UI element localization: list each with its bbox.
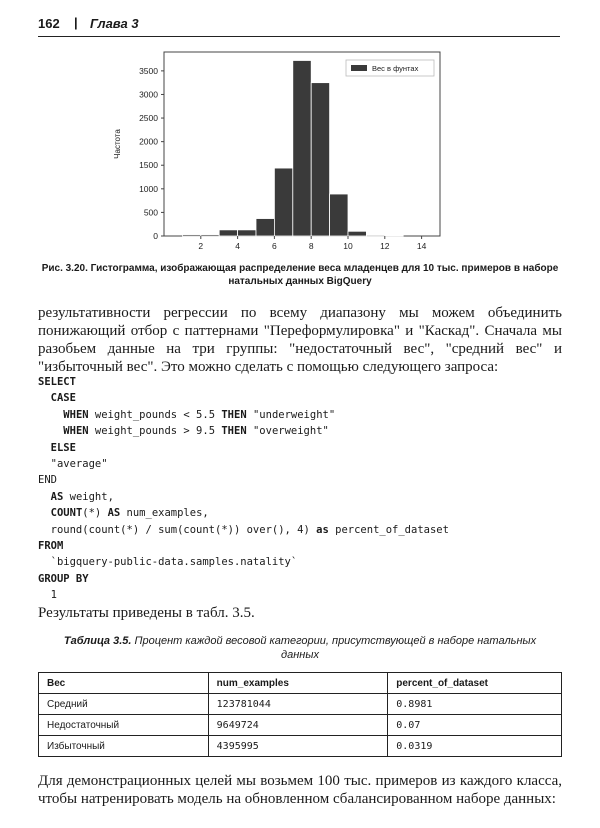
code-line: GROUP BY [38, 572, 89, 585]
x-tick-label: 2 [198, 241, 204, 251]
x-tick-label: 4 [235, 241, 240, 251]
table-cell-percent: 0.0319 [388, 736, 562, 757]
y-tick-label: 2500 [139, 113, 158, 124]
table-header-row [39, 673, 562, 694]
y-tick-label: 500 [143, 207, 158, 218]
x-tick-label: 12 [380, 241, 390, 251]
code-line: round(count(*) / sum(count(*)) over(), 4) as percent_of_dataset [38, 523, 449, 536]
histogram-bar [238, 230, 256, 236]
sql-code-block [38, 374, 449, 603]
table-cell-weight: Недостаточный [39, 715, 209, 736]
code-line: AS weight, [50, 490, 114, 503]
table-row [39, 715, 562, 736]
x-tick-label: 10 [343, 241, 353, 251]
code-line: 1 [38, 589, 57, 602]
histogram-bar [330, 194, 348, 236]
table-row [39, 736, 562, 757]
table-caption [60, 634, 540, 662]
histogram-bar [182, 235, 200, 236]
table-header-weight: Вес [39, 673, 209, 694]
code-line: ELSE [50, 441, 76, 454]
code-line: SELECT [38, 376, 76, 388]
x-tick-label: 14 [416, 241, 427, 251]
table-cell-weight: Средний [39, 694, 209, 715]
chapter-title: Глава 3 [90, 16, 139, 31]
histogram-bar [293, 60, 311, 236]
page-header [38, 14, 560, 37]
histogram-bar [348, 231, 366, 236]
y-tick-label: 2000 [139, 136, 158, 147]
page-number: 162 [38, 16, 60, 31]
table-caption-text: Процент каждой весовой категории, присутствующей в наборе натальных данных [131, 635, 537, 661]
y-tick-label: 3500 [139, 65, 158, 76]
table-cell-num-examples: 123781044 [208, 694, 388, 715]
histogram-bar [201, 235, 219, 236]
table-row [39, 694, 562, 715]
histogram-bar [366, 235, 384, 236]
histogram-bar [274, 168, 292, 236]
code-line: END [38, 474, 57, 487]
code-line: FROM [38, 539, 64, 552]
histogram-bar [311, 83, 329, 236]
header-separator: | [74, 15, 78, 30]
y-tick-label: 0 [153, 231, 158, 241]
code-line: WHEN weight_pounds < 5.5 THEN "underweight" [63, 408, 336, 421]
paragraph-results: Результаты приведены в табл. 3.5. [38, 605, 255, 621]
legend-swatch [351, 65, 367, 71]
paragraph-closing: Для демонстрационных целей мы возьмем 100 тыс. примеров из каждого класса, чтобы натренировать модель на обновленном сбалансированном наборе данных: [38, 773, 562, 807]
table-cell-percent: 0.8981 [388, 694, 562, 715]
weight-category-table [38, 672, 562, 757]
histogram-bar [256, 219, 274, 236]
table-cell-num-examples: 9649724 [208, 715, 388, 736]
y-tick-label: 3000 [139, 89, 158, 100]
table-cell-percent: 0.07 [388, 715, 562, 736]
paragraph-intro: результативности регрессии по всему диапазону мы можем объединить понижающий отбор с паттернами "Переформулировка" и "Каскад". Сначала мы разобьем данные на три группы: "недостаточный вес", "средний вес" и "избыточный вес". Это можно сделать с помощью следующего запроса: [38, 305, 562, 375]
table-cell-num-examples: 4395995 [208, 736, 388, 757]
table-caption-label: Таблица 3.5. [63, 635, 132, 647]
table-header-num-examples: num_examples [208, 673, 388, 694]
x-tick-label: 8 [308, 241, 314, 251]
figure-caption: Рис. 3.20. Гистограмма, изображающая распределение веса младенцев для 10 тыс. примеров в наборе натальных данных BigQuery [41, 263, 559, 287]
x-tick-label: 6 [272, 241, 277, 251]
code-line: CASE [50, 392, 76, 405]
code-line: WHEN weight_pounds > 9.5 THEN "overweight" [63, 425, 329, 438]
legend-label: Вес в фунтах [372, 64, 419, 73]
y-tick-label: 1000 [139, 183, 158, 194]
code-line: "average" [38, 457, 108, 470]
code-line: `bigquery-public-data.samples.natality` [38, 556, 298, 569]
table-cell-weight: Избыточный [39, 736, 209, 757]
y-tick-label: 1500 [139, 160, 158, 171]
histogram-bar [219, 230, 237, 236]
table-header-percent: percent_of_dataset [388, 673, 562, 694]
histogram-chart [110, 46, 460, 256]
code-line: COUNT(*) AS num_examples, [50, 507, 209, 520]
y-axis-label: Частота [113, 129, 122, 159]
